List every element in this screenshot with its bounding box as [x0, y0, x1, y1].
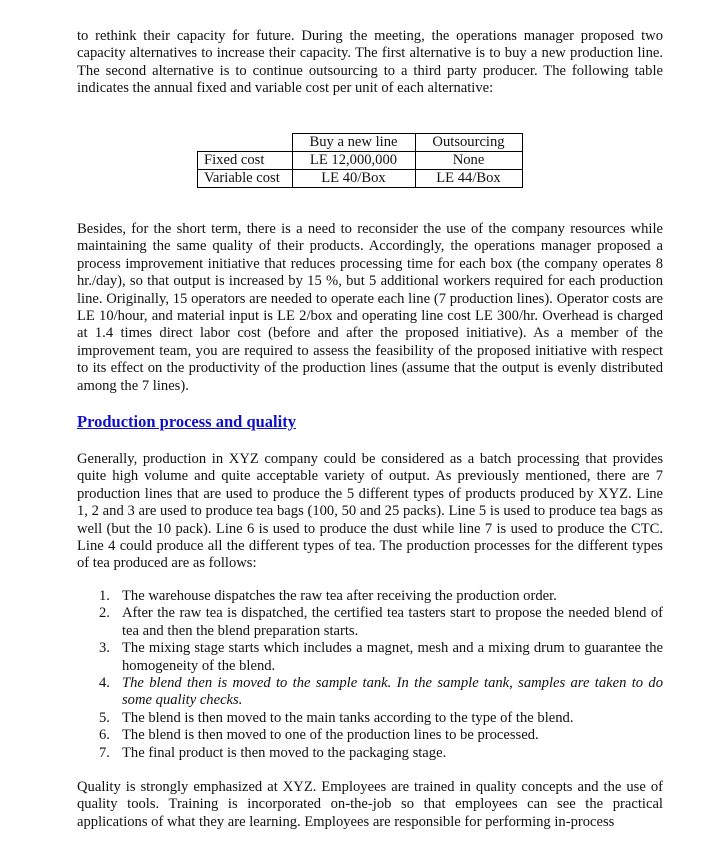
list-item	[99, 727, 663, 744]
step-text: The final product is then moved to the packaging stage.	[122, 744, 447, 761]
header-outsourcing: Outsourcing	[415, 134, 522, 152]
step-number: 6.	[99, 727, 110, 744]
section-heading: Production process and quality	[77, 412, 296, 431]
variable-cost-outsource: LE 44/Box	[415, 170, 522, 188]
header-buy-new-line: Buy a new line	[292, 134, 415, 152]
cost-table-header-row	[198, 134, 523, 152]
row-label-fixed-cost: Fixed cost	[198, 152, 293, 170]
improvement-paragraph: Besides, for the short term, there is a need to reconsider the use of the company resources while maintaining the same quality of their products. Accordingly, the operations manager proposed a process improvement initiative that reduces processing time for each box (the company operates 8 hr./day), so that output is increased by 15 %, but 5 additional workers required for each production line. Originally, 15 operators are needed to operate each line (7 production lines). Operator costs are LE 10/hour, and material input is LE 2/box and operating line cost LE 300/hr. Overhead is charged at 1.4 times direct labor cost (before and after the proposed initiative). As a member of the improvement team, you are required to assess the feasibility of the proposed initiative with respect to its effect on the productivity of the production lines (assume that the output is evenly distributed among the 7 lines).	[77, 221, 663, 394]
quality-paragraph: Quality is strongly emphasized at XYZ. Employees are trained in quality concepts and the use of quality tools. Training is incorporated on-the-job so that employees can see the practical applications of what they are learning. Employees are responsible for performing in-process	[77, 779, 663, 830]
cost-table-row	[198, 170, 523, 188]
list-item	[99, 588, 663, 605]
step-text: After the raw tea is dispatched, the certified tea tasters start to propose the needed blend of tea and then the blend preparation starts.	[122, 605, 663, 639]
step-number: 1.	[99, 588, 110, 604]
row-label-variable-cost: Variable cost	[198, 170, 293, 188]
cost-table-corner	[198, 134, 293, 152]
list-item	[99, 745, 663, 762]
step-text: The mixing stage starts which includes a magnet, mesh and a mixing drum to guarantee the homogeneity of the blend.	[122, 640, 663, 674]
list-item	[99, 675, 663, 710]
step-number: 5.	[99, 709, 110, 726]
list-item	[99, 640, 663, 675]
step-number: 3.	[99, 640, 110, 657]
step-text: The warehouse dispatches the raw tea after receiving the production order.	[122, 588, 557, 604]
step-number: 7.	[99, 744, 110, 761]
fixed-cost-outsource: None	[415, 152, 522, 170]
list-item	[99, 605, 663, 640]
step-number: 2.	[99, 605, 110, 622]
step-text: The blend is then moved to one of the production lines to be processed.	[122, 727, 539, 744]
process-steps-list	[99, 588, 663, 762]
process-paragraph: Generally, production in XYZ company could be considered as a batch processing that provides quite high volume and quite acceptable variety of output. As previously mentioned, there are 7 production lines that are used to produce the 5 different types of products produced by XYZ. Line 1, 2 and 3 are used to produce tea bags (100, 50 and 25 packs). Line 5 is used to produce tea bags as well (but the 10 pack). Line 6 is used to produce the dust while line 7 is used to produce the CTC. Line 4 could produce all the different types of tea. The production processes for the different types of tea produced are as follows:	[77, 451, 663, 572]
step-number: 4.	[99, 675, 110, 692]
step-text: The blend is then moved to the main tanks according to the type of the blend.	[122, 709, 574, 726]
cost-table	[197, 133, 523, 188]
step-text: The blend then is moved to the sample tank. In the sample tank, samples are taken to do some quality checks.	[122, 675, 663, 709]
cost-table-row	[198, 152, 523, 170]
fixed-cost-buy: LE 12,000,000	[292, 152, 415, 170]
intro-paragraph: to rethink their capacity for future. During the meeting, the operations manager proposed two capacity alternatives to increase their capacity. The first alternative is to buy a new production line. The second alternative is to continue outsourcing to a third party producer. The following table indicates the annual fixed and variable cost per unit of each alternative:	[77, 28, 663, 97]
list-item	[99, 710, 663, 727]
variable-cost-buy: LE 40/Box	[292, 170, 415, 188]
